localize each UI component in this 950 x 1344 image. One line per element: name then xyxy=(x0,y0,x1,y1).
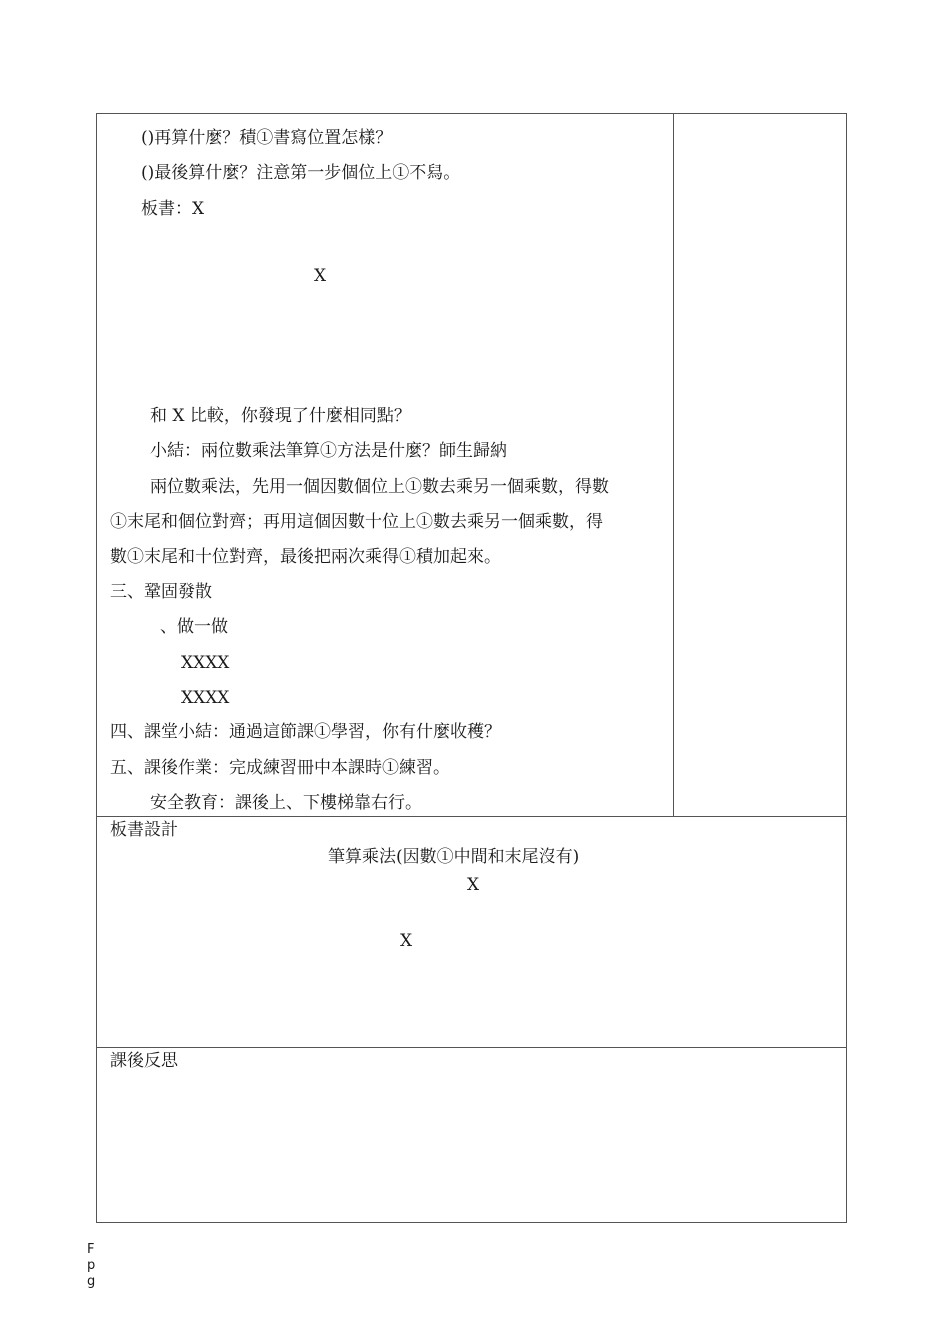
board-design-heading: 板書設計 xyxy=(110,820,178,840)
board-design-x1: X xyxy=(467,875,480,895)
footer-char-2: p xyxy=(87,1258,96,1273)
footer-char-1: F xyxy=(87,1242,95,1257)
exercise-2: XXXX xyxy=(181,688,230,708)
question-then: ()再算什麼？積①書寫位置怎樣？ xyxy=(141,128,393,148)
board-design-title: 筆算乘法(因數①中間和末尾沒有) xyxy=(328,847,580,867)
column-divider xyxy=(673,113,674,817)
row-divider-reflection xyxy=(96,1047,847,1048)
exercise-1: XXXX xyxy=(181,653,230,673)
section-three-heading: 三、鞏固發散 xyxy=(110,582,212,602)
summary-line: 小結：兩位數乘法筆算①方法是什麼？師生歸納 xyxy=(150,441,507,461)
question-last: ()最後算什麼？注意第一步個位上①不舄。 xyxy=(141,163,461,183)
reflection-heading: 課後反思 xyxy=(110,1051,178,1071)
board-design-x2: X xyxy=(400,931,413,951)
rule-line-3: 數①末尾和十位對齊，最後把兩次乘得①積加起來。 xyxy=(110,547,501,567)
rule-line-2: ①末尾和個位對齊；再用這個因數十位上①數去乘另一個乘數，得 xyxy=(110,512,603,532)
section-four-heading: 四、課堂小結：通過這節課①學習，你有什麼收穫？ xyxy=(110,722,501,742)
section-five-heading: 五、課後作業：完成練習冊中本課時①練習。 xyxy=(110,758,450,778)
board-label: 板書：X xyxy=(141,199,205,219)
row-divider-board xyxy=(96,816,847,817)
board-x: X xyxy=(314,266,327,286)
compare-question: 和 X 比較，你發現了什麼相同點？ xyxy=(150,406,411,426)
rule-line-1: 兩位數乘法，先用一個因數個位上①數去乘另一個乘數，得數 xyxy=(150,477,609,497)
footer-char-3: g xyxy=(87,1274,96,1289)
do-it-heading: 、做一做 xyxy=(160,617,228,637)
safety-note: 安全教育：課後上、下樓梯靠右行。 xyxy=(150,793,422,813)
